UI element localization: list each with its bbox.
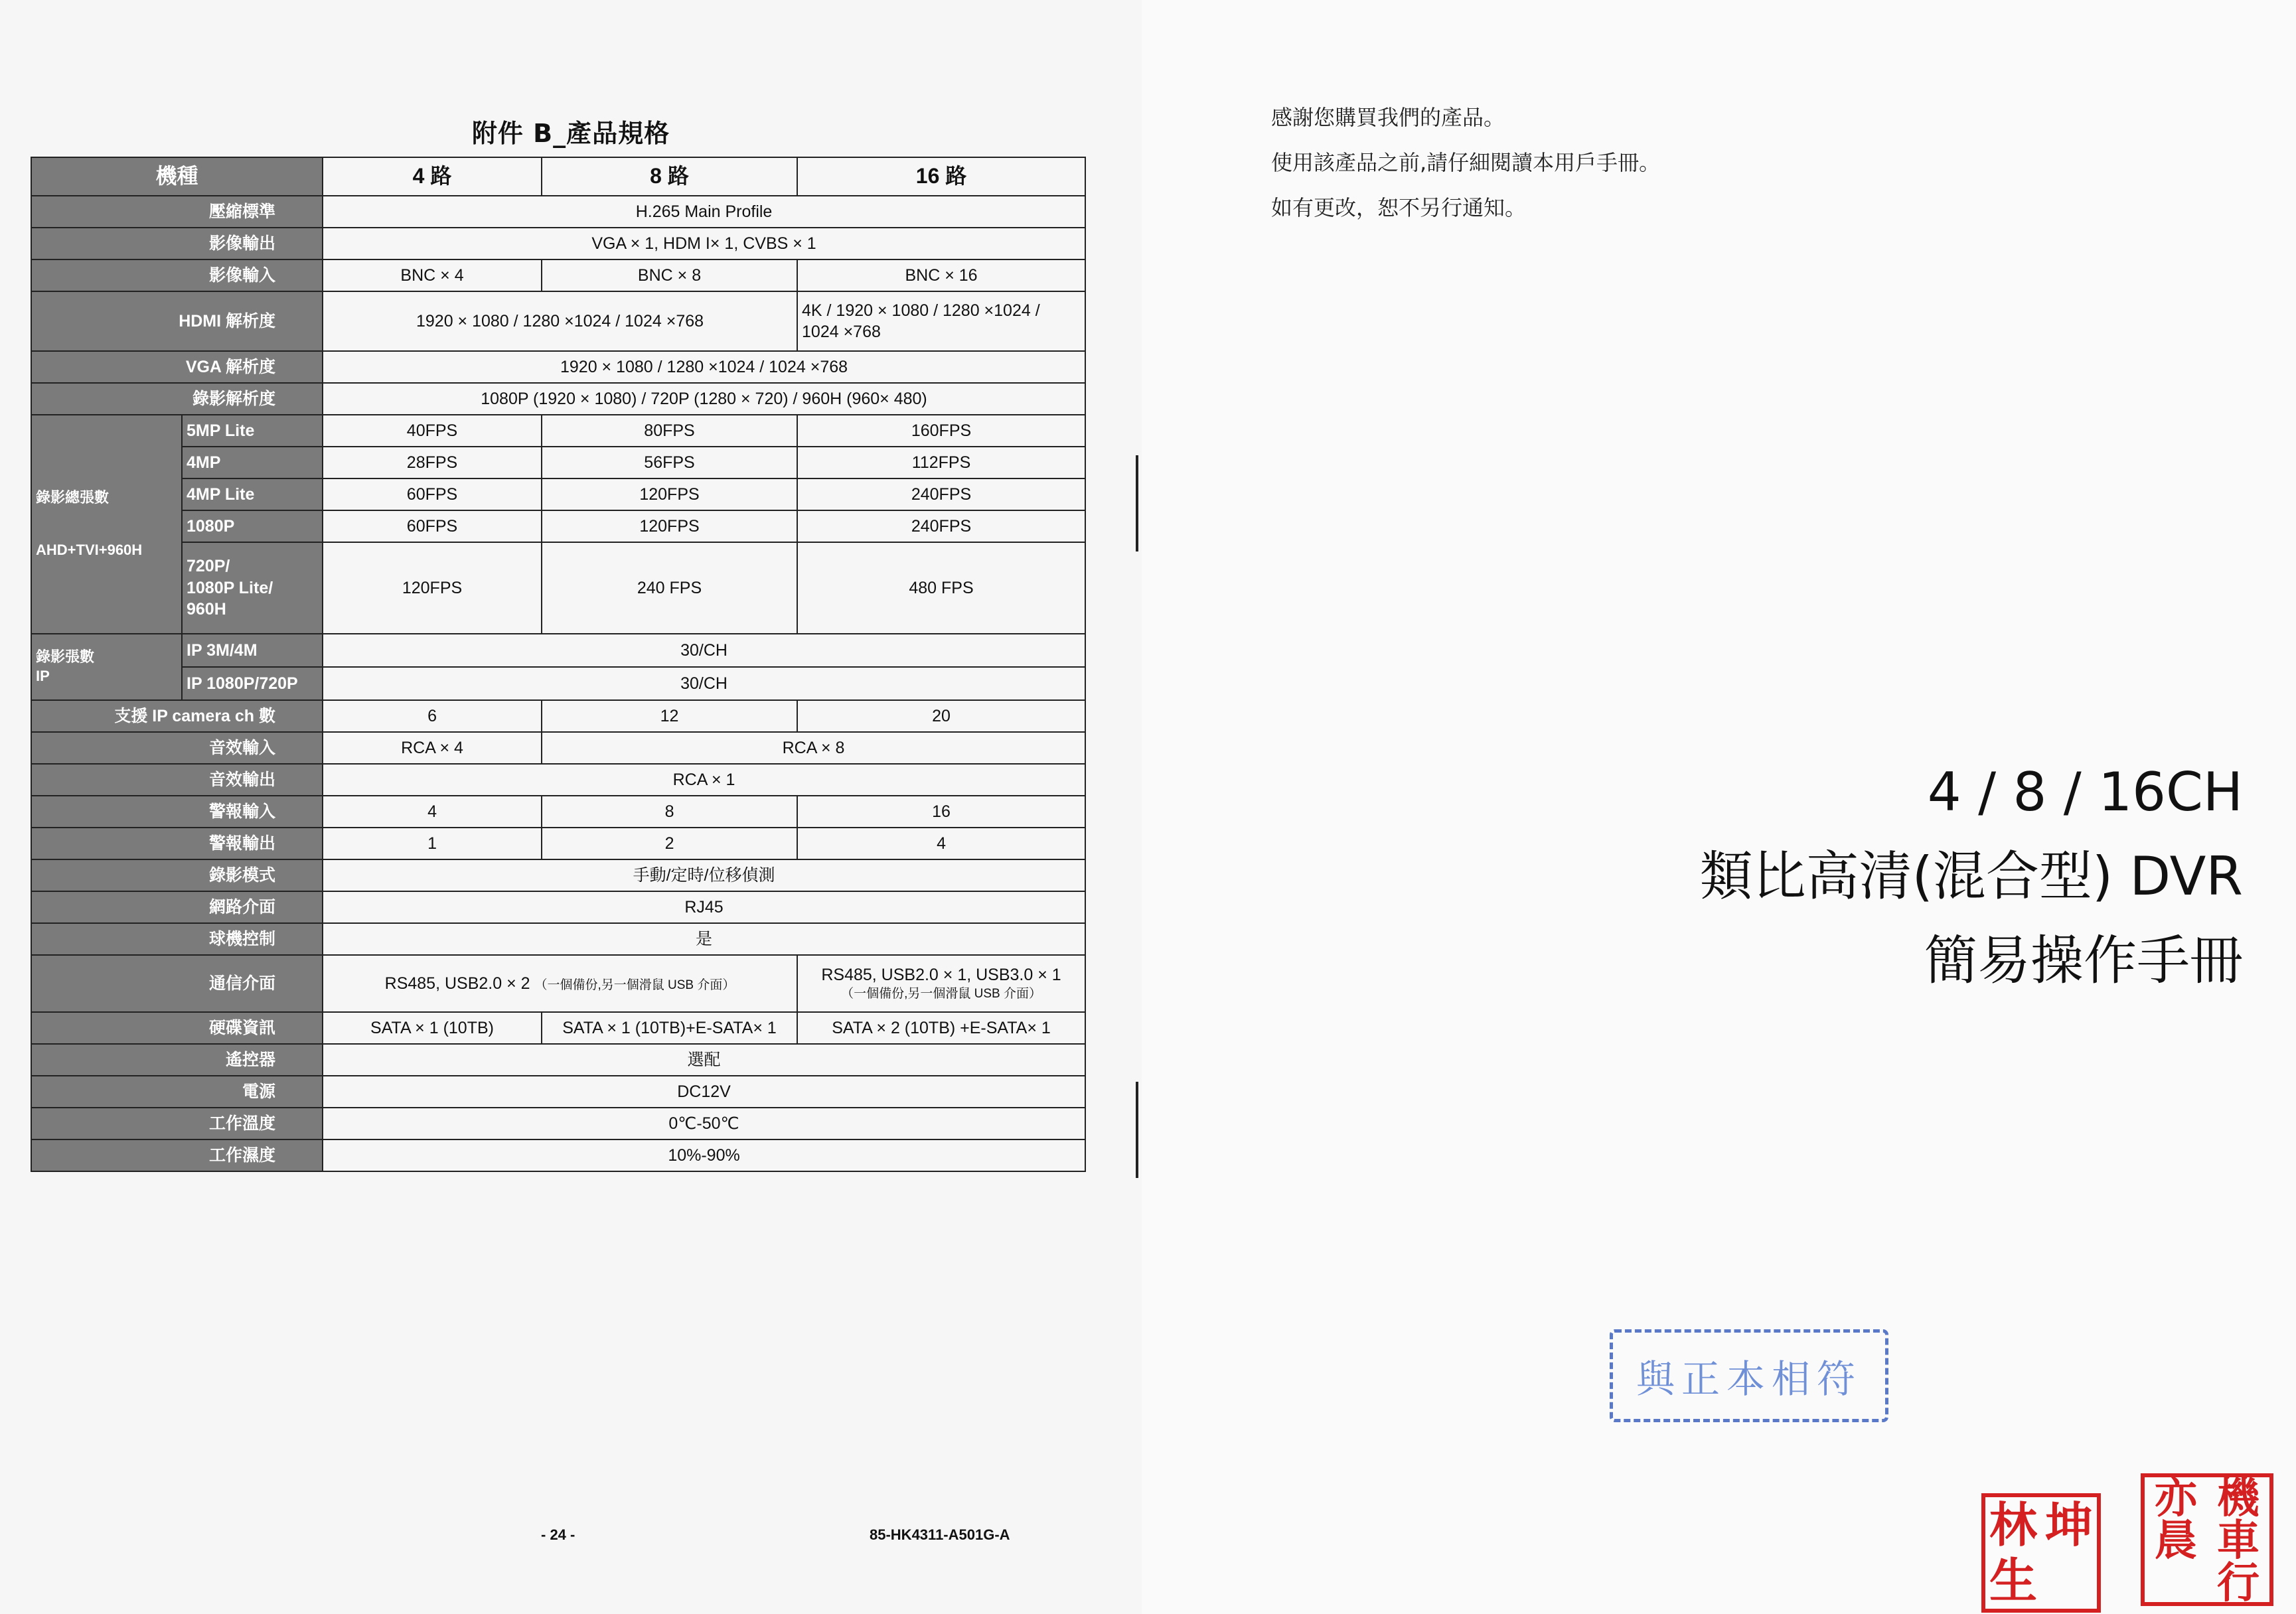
cover-title <box>1700 750 2243 1003</box>
cell: SATA × 2 (10TB) +E-SATA× 1 <box>797 1012 1085 1044</box>
table-row <box>31 955 1085 1012</box>
group-label <box>31 415 182 634</box>
sub-label: IP 3M/4M <box>182 634 323 667</box>
row-label: 支援 IP camera ch 數 <box>31 700 323 732</box>
cell: RJ45 <box>323 891 1085 923</box>
row-label: HDMI 解析度 <box>31 291 323 351</box>
seal-char: 林 <box>1989 1497 2037 1553</box>
row-label: 球機控制 <box>31 923 323 955</box>
sub-label-line: 1080P Lite/ <box>187 578 273 597</box>
cell: 30/CH <box>323 667 1085 700</box>
header-4ch: 4 路 <box>323 157 542 196</box>
red-seal-personal <box>1981 1493 2101 1613</box>
table-row <box>31 447 1085 478</box>
certified-copy-stamp: 與正本相符 <box>1610 1329 1888 1422</box>
table-row <box>31 196 1085 228</box>
row-label: 硬碟資訊 <box>31 1012 323 1044</box>
cell: 選配 <box>323 1044 1085 1076</box>
cell: 120FPS <box>323 542 542 634</box>
table-row <box>31 351 1085 383</box>
cell: 240FPS <box>797 478 1085 510</box>
table-row <box>31 1044 1085 1076</box>
cell: 1080P (1920 × 1080) / 720P (1280 × 720) / 960H (960× 480) <box>323 383 1085 415</box>
group-label-line: 錄影總張數 <box>36 489 110 506</box>
cell: BNC × 4 <box>323 259 542 291</box>
cell: SATA × 1 (10TB)+E-SATA× 1 <box>542 1012 797 1044</box>
row-label: 遙控器 <box>31 1044 323 1076</box>
cell: VGA × 1, HDM I× 1, CVBS × 1 <box>323 228 1085 259</box>
header-16ch: 16 路 <box>797 157 1085 196</box>
sub-label-line: 960H <box>187 600 226 619</box>
cell: RCA × 1 <box>323 764 1085 796</box>
fold-mark <box>1136 455 1138 551</box>
row-label: 錄影模式 <box>31 859 323 891</box>
row-label: 工作濕度 <box>31 1139 323 1171</box>
row-label: 電源 <box>31 1076 323 1108</box>
spec-page <box>0 0 1142 1614</box>
table-row <box>31 891 1085 923</box>
table-row <box>31 828 1085 859</box>
sub-label: IP 1080P/720P <box>182 667 323 700</box>
seal-char: 生 <box>1989 1552 2037 1609</box>
cell: 56FPS <box>542 447 797 478</box>
cell: 60FPS <box>323 478 542 510</box>
title-line: 簡易操作手冊 <box>1924 930 2243 991</box>
table-row <box>31 259 1085 291</box>
table-row <box>31 228 1085 259</box>
cell: 20 <box>797 700 1085 732</box>
table-row <box>31 542 1085 634</box>
document-code: 85-HK4311-A501G-A <box>870 1526 1010 1543</box>
seal-char: 行 <box>2217 1558 2259 1608</box>
table-row <box>31 1012 1085 1044</box>
page-number: - 24 - <box>541 1526 575 1543</box>
cell: 80FPS <box>542 415 797 447</box>
table-row <box>31 634 1085 667</box>
cell: 6 <box>323 700 542 732</box>
table-row <box>31 157 1085 196</box>
cell: 16 <box>797 796 1085 828</box>
seal-char: 機 <box>2217 1473 2259 1523</box>
cell <box>797 955 1085 1012</box>
cell: H.265 Main Profile <box>323 196 1085 228</box>
cell: RCA × 4 <box>323 732 542 764</box>
seal-char: 坤 <box>2044 1497 2093 1553</box>
table-row <box>31 859 1085 891</box>
cell: BNC × 8 <box>542 259 797 291</box>
cell: 10%-90% <box>323 1139 1085 1171</box>
sub-label: 4MP Lite <box>182 478 323 510</box>
cell: 240FPS <box>797 510 1085 542</box>
table-row <box>31 383 1085 415</box>
row-label: 壓縮標準 <box>31 196 323 228</box>
seal-char: 晨 <box>2155 1516 2197 1566</box>
row-label: 通信介面 <box>31 955 323 1012</box>
cell: 12 <box>542 700 797 732</box>
cell: RCA × 8 <box>542 732 1085 764</box>
table-row <box>31 796 1085 828</box>
cell: 112FPS <box>797 447 1085 478</box>
cell-line: 1024 ×768 <box>802 323 881 341</box>
row-label: 警報輸入 <box>31 796 323 828</box>
intro-line: 如有更改，恕不另行通知。 <box>1271 195 1527 220</box>
cell: 40FPS <box>323 415 542 447</box>
intro-line: 使用該產品之前,請仔細閱讀本用戶手冊。 <box>1271 150 1661 175</box>
cell <box>797 291 1085 351</box>
title-line: 類比高清(混合型) DVR <box>1699 845 2243 907</box>
header-8ch: 8 路 <box>542 157 797 196</box>
table-row <box>31 923 1085 955</box>
cell: 160FPS <box>797 415 1085 447</box>
cell <box>323 955 797 1012</box>
intro-text <box>1271 95 1660 230</box>
sub-label: 1080P <box>182 510 323 542</box>
cover-page <box>1142 0 2296 1614</box>
cell: 2 <box>542 828 797 859</box>
group-label <box>31 634 182 700</box>
cell: 480 FPS <box>797 542 1085 634</box>
cell: 1 <box>323 828 542 859</box>
cell-line: 4K / 1920 × 1080 / 1280 ×1024 / <box>802 301 1040 320</box>
table-row <box>31 415 1085 447</box>
cell-line: RS485, USB2.0 × 1, USB3.0 × 1 <box>821 966 1061 985</box>
table-row <box>31 764 1085 796</box>
spec-table <box>31 157 1086 1172</box>
row-label: VGA 解析度 <box>31 351 323 383</box>
table-row <box>31 732 1085 764</box>
table-row <box>31 291 1085 351</box>
group-label-line: IP <box>36 668 50 684</box>
seal-char: 亦 <box>2155 1473 2197 1523</box>
fold-mark <box>1136 1082 1138 1178</box>
row-label: 錄影解析度 <box>31 383 323 415</box>
red-seal-company <box>2141 1473 2273 1606</box>
intro-line: 感謝您購買我們的產品。 <box>1271 105 1505 130</box>
cell: 是 <box>323 923 1085 955</box>
cell: BNC × 16 <box>797 259 1085 291</box>
cell: SATA × 1 (10TB) <box>323 1012 542 1044</box>
cell: 120FPS <box>542 510 797 542</box>
table-row <box>31 667 1085 700</box>
row-label: 音效輸入 <box>31 732 323 764</box>
cell-text: RS485, USB2.0 × 2 <box>384 974 530 993</box>
spec-title: 附件 B_產品規格 <box>471 119 670 148</box>
table-row <box>31 510 1085 542</box>
cell: 0℃-50℃ <box>323 1108 1085 1139</box>
cell: 4 <box>797 828 1085 859</box>
row-label: 影像輸出 <box>31 228 323 259</box>
table-row <box>31 478 1085 510</box>
sub-label: 4MP <box>182 447 323 478</box>
table-row <box>31 1076 1085 1108</box>
group-label-line: AHD+TVI+960H <box>36 542 143 558</box>
row-label: 工作溫度 <box>31 1108 323 1139</box>
cell: 60FPS <box>323 510 542 542</box>
cell-note: （一個備份,另一個滑鼠 USB 介面） <box>534 978 735 992</box>
table-row <box>31 700 1085 732</box>
group-label-line: 錄影張數 <box>36 648 95 666</box>
cell: 1920 × 1080 / 1280 ×1024 / 1024 ×768 <box>323 291 797 351</box>
title-line: 4 / 8 / 16CH <box>1927 761 2243 823</box>
header-label: 機種 <box>31 157 323 196</box>
cell: 手動/定時/位移偵測 <box>323 859 1085 891</box>
cell: 120FPS <box>542 478 797 510</box>
cell: 240 FPS <box>542 542 797 634</box>
seal-char: 車 <box>2217 1516 2259 1566</box>
table-row <box>31 1108 1085 1139</box>
cell: 30/CH <box>323 634 1085 667</box>
cell: 4 <box>323 796 542 828</box>
cell-line: （一個備份,另一個滑鼠 USB 介面） <box>841 986 1041 1001</box>
row-label: 影像輸入 <box>31 259 323 291</box>
row-label: 網路介面 <box>31 891 323 923</box>
table-row <box>31 1139 1085 1171</box>
cell: 1920 × 1080 / 1280 ×1024 / 1024 ×768 <box>323 351 1085 383</box>
sub-label <box>182 542 323 634</box>
cell: DC12V <box>323 1076 1085 1108</box>
row-label: 音效輸出 <box>31 764 323 796</box>
sub-label-line: 720P/ <box>187 557 230 576</box>
cell: 8 <box>542 796 797 828</box>
row-label: 警報輸出 <box>31 828 323 859</box>
sub-label: 5MP Lite <box>182 415 323 447</box>
cell: 28FPS <box>323 447 542 478</box>
